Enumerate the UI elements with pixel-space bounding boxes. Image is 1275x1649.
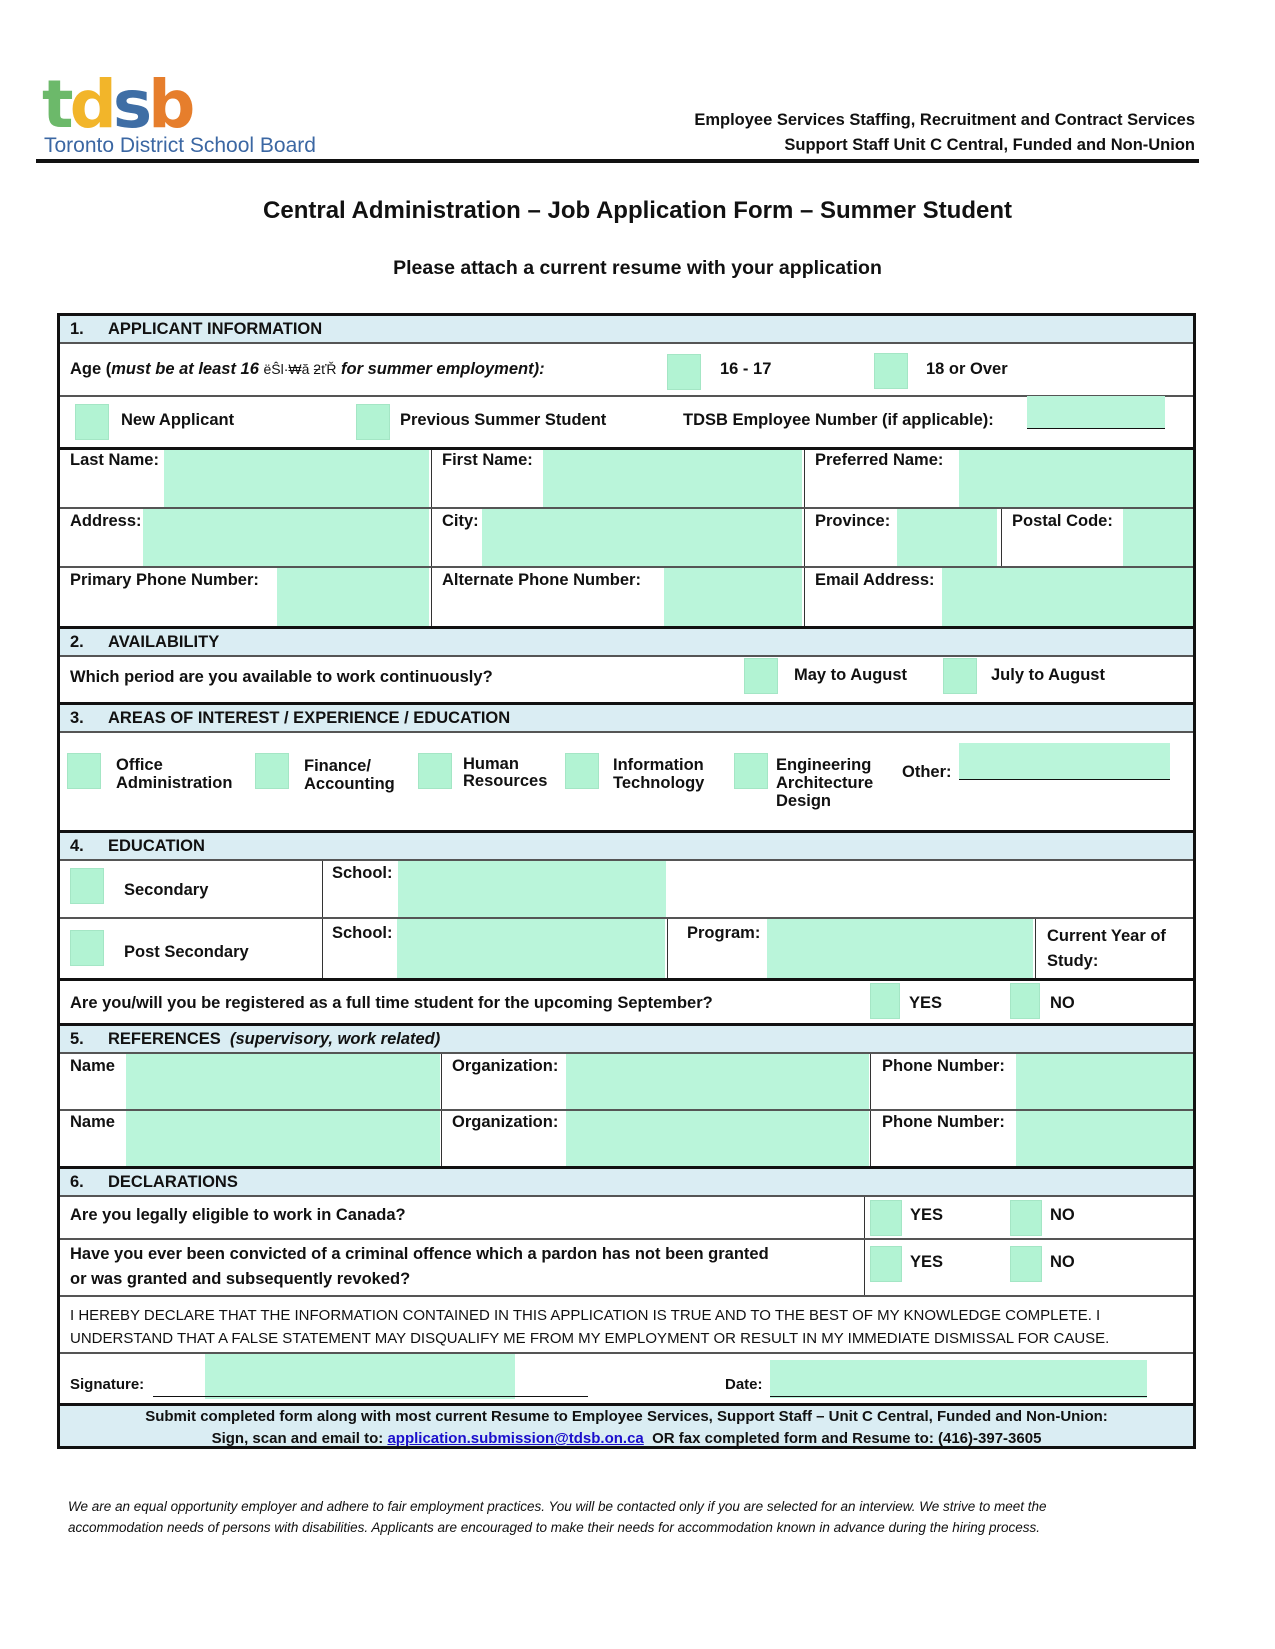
- divider: [60, 1295, 1193, 1297]
- finance-checkbox[interactable]: [255, 753, 289, 789]
- employee-number-label: TDSB Employee Number (if applicable):: [683, 411, 994, 429]
- current-year-label: Current Year of Study:: [1047, 927, 1166, 970]
- dept-line-2: Support Staff Unit C Central, Funded and Non-Union: [784, 136, 1195, 154]
- divider: [431, 450, 432, 628]
- primary-phone-label: Primary Phone Number:: [70, 571, 259, 589]
- availability-question: Which period are you available to work continuously?: [70, 668, 493, 686]
- eligibility-question: Are you legally eligible to work in Canada?: [70, 1206, 406, 1224]
- ref1-name-label: Name: [70, 1057, 115, 1075]
- last-name-input[interactable]: [164, 450, 429, 507]
- section-references-header: 5. REFERENCES (supervisory, work related): [60, 1026, 1193, 1052]
- section-declarations-header: 6. DECLARATIONS: [60, 1169, 1193, 1195]
- other-underline: [959, 779, 1170, 780]
- fulltime-yes-label: YES: [909, 994, 943, 1012]
- engineering-label: Engineering Architecture Design: [776, 756, 874, 810]
- criminal-question: Have you ever been convicted of a criminal offence which a pardon has not been granted or was granted and subsequently revoked?: [70, 1245, 769, 1288]
- alternate-phone-input[interactable]: [664, 568, 802, 626]
- fulltime-no-label: NO: [1050, 994, 1075, 1012]
- declaration-statement: I HEREBY DECLARE THAT THE INFORMATION CONTAINED IN THIS APPLICATION IS TRUE AND TO THE BEST OF MY KNOWLEDGE COMPLETE. I UNDERSTAND THAT A FALSE STATEMENT MAY DISQUALIFY ME FROM MY EMPLOYMENT OR RESULT IN MY IMMEDIATE DISMISSAL FOR CAUSE.: [70, 1307, 1110, 1347]
- fulltime-yes-checkbox[interactable]: [870, 983, 900, 1019]
- eligible-yes-checkbox[interactable]: [870, 1200, 902, 1236]
- submission-email-link[interactable]: application.submission@tdsb.on.ca: [387, 1430, 644, 1447]
- city-label: City:: [442, 512, 479, 530]
- criminal-yes-label: YES: [910, 1253, 944, 1271]
- section-availability-header: 2. AVAILABILITY: [60, 629, 1193, 655]
- eligible-no-checkbox[interactable]: [1010, 1200, 1042, 1236]
- secondary-checkbox[interactable]: [70, 868, 104, 904]
- criminal-no-checkbox[interactable]: [1010, 1246, 1042, 1282]
- ref2-name-input[interactable]: [126, 1111, 440, 1166]
- last-name-label: Last Name:: [70, 451, 159, 469]
- may-august-label: May to August: [794, 666, 908, 684]
- postal-code-input[interactable]: [1123, 509, 1193, 566]
- eligible-no-label: NO: [1050, 1206, 1075, 1224]
- province-label: Province:: [815, 512, 891, 530]
- employee-number-input[interactable]: [1027, 396, 1165, 428]
- section-education-header: 4. EDUCATION: [60, 833, 1193, 859]
- secondary-school-input[interactable]: [398, 861, 666, 917]
- divider: [60, 1195, 1193, 1197]
- info-tech-checkbox[interactable]: [565, 753, 599, 789]
- preferred-name-label: Preferred Name:: [815, 451, 944, 469]
- finance-label: Finance/ Accounting: [304, 757, 395, 793]
- section-applicant-header: 1. APPLICANT INFORMATION: [60, 316, 1193, 342]
- age-16-17-label: 16 - 17: [720, 360, 772, 378]
- ref1-phone-label: Phone Number:: [882, 1057, 1005, 1075]
- date-underline: [770, 1396, 1147, 1397]
- first-name-input[interactable]: [543, 450, 802, 507]
- divider: [60, 731, 1193, 733]
- criminal-no-label: NO: [1050, 1253, 1075, 1271]
- date-label: Date:: [725, 1376, 763, 1393]
- fulltime-question: Are you/will you be registered as a full time student for the upcoming September?: [70, 994, 713, 1012]
- divider: [60, 1238, 1193, 1240]
- preferred-name-input[interactable]: [959, 450, 1193, 507]
- section-interests-header: 3. AREAS OF INTEREST / EXPERIENCE / EDUCATION: [60, 705, 1193, 731]
- divider: [60, 342, 1193, 344]
- logo-org-name: Toronto District School Board: [44, 134, 316, 157]
- signature-input[interactable]: [205, 1354, 515, 1399]
- province-input[interactable]: [897, 509, 997, 566]
- signature-label: Signature:: [70, 1376, 145, 1393]
- previous-student-label: Previous Summer Student: [400, 411, 607, 429]
- page-title: Central Administration – Job Application Form – Summer Student: [263, 197, 1012, 224]
- alternate-phone-label: Alternate Phone Number:: [442, 571, 641, 589]
- ref1-org-input[interactable]: [566, 1054, 869, 1109]
- first-name-label: First Name:: [442, 451, 533, 469]
- address-input[interactable]: [143, 509, 429, 566]
- new-applicant-label: New Applicant: [121, 411, 235, 429]
- previous-student-checkbox[interactable]: [356, 404, 390, 440]
- divider: [60, 978, 1193, 981]
- ref1-name-input[interactable]: [126, 1054, 440, 1109]
- july-august-checkbox[interactable]: [943, 658, 977, 694]
- ref1-phone-input[interactable]: [1016, 1054, 1193, 1109]
- email-label: Email Address:: [815, 571, 935, 589]
- divider: [60, 655, 1193, 657]
- divider: [322, 861, 323, 978]
- postal-code-label: Postal Code:: [1012, 512, 1113, 530]
- submit-instructions: Submit completed form along with most current Resume to Employee Services, Support Staff – Unit C Central, Funded and Non-Union: Sign, scan and email to: application.submission@tdsb.on.ca OR fax completed form and Resume to: (416)-397-3605: [60, 1406, 1193, 1446]
- date-input[interactable]: [770, 1360, 1147, 1398]
- signature-underline: [153, 1396, 588, 1397]
- secondary-label: Secondary: [124, 881, 209, 899]
- divider: [1035, 919, 1036, 978]
- office-admin-label: Office Administration: [116, 756, 233, 792]
- divider: [667, 919, 668, 978]
- office-admin-checkbox[interactable]: [67, 753, 101, 789]
- ref2-phone-input[interactable]: [1016, 1111, 1193, 1166]
- ref2-phone-label: Phone Number:: [882, 1113, 1005, 1131]
- secondary-school-label: School:: [332, 864, 393, 882]
- fulltime-no-checkbox[interactable]: [1010, 983, 1040, 1019]
- address-label: Address:: [70, 512, 142, 530]
- post-secondary-school-label: School:: [332, 924, 393, 942]
- ref2-org-input[interactable]: [566, 1111, 869, 1166]
- divider: [1001, 509, 1002, 566]
- post-secondary-label: Post Secondary: [124, 943, 249, 961]
- post-secondary-checkbox[interactable]: [70, 930, 104, 966]
- age-18-over-checkbox[interactable]: [874, 353, 908, 389]
- human-resources-label: Human Resources: [463, 755, 548, 790]
- july-august-label: July to August: [991, 666, 1105, 684]
- ref2-org-label: Organization:: [452, 1113, 559, 1131]
- divider: [60, 395, 1193, 397]
- ref1-org-label: Organization:: [452, 1057, 559, 1075]
- age-16-17-checkbox[interactable]: [667, 354, 701, 390]
- city-input[interactable]: [482, 509, 802, 566]
- application-form: [57, 313, 1196, 1449]
- age-label: Age (must be at least 16 ëŜl·₩ă ƻťŘ for summer employment):: [70, 360, 545, 378]
- eligible-yes-label: YES: [910, 1206, 944, 1224]
- employee-number-underline: [1027, 428, 1165, 429]
- other-label: Other:: [902, 763, 952, 781]
- header-rule: [36, 159, 1199, 163]
- ref2-name-label: Name: [70, 1113, 115, 1131]
- may-august-checkbox[interactable]: [744, 658, 778, 694]
- footer-disclaimer: We are an equal opportunity employer and adhere to fair employment practices. You will be contacted only if you are selected for an interview. We strive to meet the accommodation needs of persons with disabilities. Applicants are encouraged to make their needs for accommodation known in advance during the hiring process.: [68, 1499, 1047, 1535]
- divider: [804, 450, 805, 628]
- program-input[interactable]: [767, 919, 1033, 978]
- divider: [864, 1197, 865, 1296]
- tdsb-logo: [42, 66, 402, 162]
- criminal-yes-checkbox[interactable]: [870, 1246, 902, 1282]
- engineering-checkbox[interactable]: [734, 753, 768, 789]
- new-applicant-checkbox[interactable]: [75, 404, 109, 440]
- email-input[interactable]: [942, 568, 1193, 626]
- age-18-over-label: 18 or Over: [926, 360, 1008, 378]
- logo-letters: tdsb: [42, 66, 192, 143]
- primary-phone-input[interactable]: [277, 568, 429, 626]
- human-resources-checkbox[interactable]: [418, 753, 452, 789]
- program-label: Program:: [687, 924, 761, 942]
- info-tech-label: Information Technology: [613, 756, 705, 792]
- dept-line-1: Employee Services Staffing, Recruitment and Contract Services: [694, 111, 1195, 129]
- page-subtitle: Please attach a current resume with your application: [393, 257, 882, 279]
- post-secondary-school-input[interactable]: [397, 919, 665, 978]
- other-input[interactable]: [959, 743, 1170, 779]
